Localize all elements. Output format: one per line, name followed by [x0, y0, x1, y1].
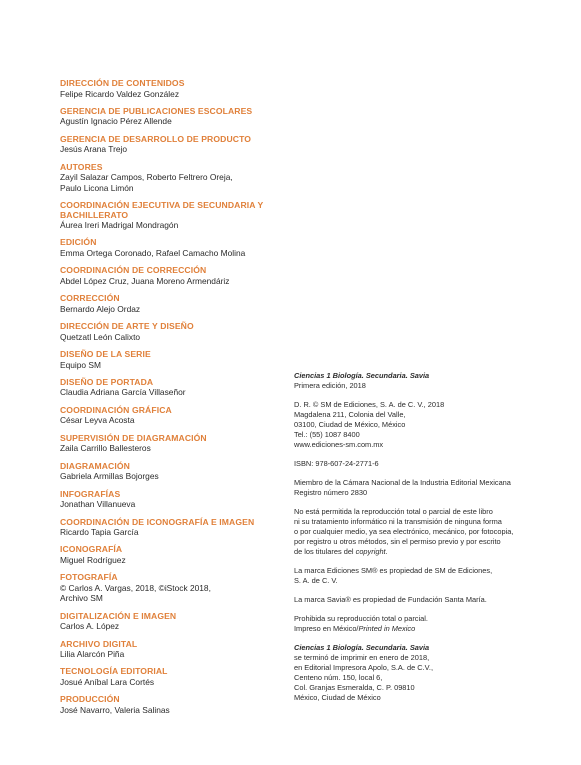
credit-block [60, 518, 275, 538]
credit-block [60, 545, 275, 565]
credit-title: ARCHIVO DIGITAL [60, 638, 138, 649]
credit-names: Claudia Adriana García Villaseñor [60, 387, 186, 398]
credit-names: Ricardo Tapia García [60, 527, 139, 537]
trademark-line: S. A. de C. V. [294, 576, 338, 585]
credit-title: DIRECCIÓN DE CONTENIDOS [60, 78, 185, 88]
prohibition-line [294, 547, 569, 557]
colophon-line: Centeno núm. 150, local 6, [294, 673, 383, 682]
edition-block [294, 371, 569, 391]
printed-in [294, 624, 569, 634]
camara-line: Miembro de la Cámara Nacional de la Industria Editorial Mexicana [294, 478, 511, 487]
credit-title: SUPERVISIÓN DE DIAGRAMACIÓN [60, 432, 207, 443]
credit-title: COORDINACIÓN DE ICONOGRAFÍA E IMAGEN [60, 516, 255, 527]
colophon-line: México, Ciudad de México [294, 693, 381, 702]
credit-block [60, 667, 275, 687]
prohibition-line: o por cualquier medio, ya sea electrónico, mecánico, por fotocopia, [294, 527, 514, 536]
isbn-block [294, 459, 569, 469]
website: www.ediciones-sm.com.mx [294, 440, 384, 449]
credit-title: GERENCIA DE PUBLICACIONES ESCOLARES [60, 105, 253, 116]
credit-title: COORDINACIÓN GRÁFICA [60, 404, 172, 415]
credit-block [60, 350, 275, 370]
trademark-savia-block [294, 595, 569, 605]
credit-names: Jonathan Villanueva [60, 499, 136, 510]
colophon-line: en Editorial Impresora Apolo, S.A. de C.V., [294, 663, 433, 672]
credit-title: ICONOGRAFÍA [60, 544, 123, 555]
credit-names: José Navarro, Valeria Salinas [60, 704, 170, 715]
credit-title: DIRECCIÓN DE ARTE Y DISEÑO [60, 321, 194, 332]
credit-names: Bernardo Alejo Ordaz [60, 303, 141, 314]
credit-names: Abdel López Cruz, Juana Moreno Armendáriz [60, 275, 230, 286]
credit-names: Emma Ortega Coronado, Rafael Camacho Molina [60, 247, 246, 258]
credit-block [60, 294, 275, 314]
credit-block [60, 322, 275, 342]
credit-block [60, 135, 275, 155]
trademark-line: La marca Savia® es propiedad de Fundación Santa María. [294, 595, 487, 604]
credit-names: Equipo SM [60, 359, 101, 370]
credit-block [60, 434, 275, 454]
colophon-line: Col. Granjas Esmeralda, C. P. 09810 [294, 683, 415, 692]
trademark-sm-block [294, 566, 569, 586]
credit-block [60, 238, 275, 258]
credit-title: PRODUCCIÓN [60, 694, 120, 705]
credit-block [60, 490, 275, 510]
credit-block [60, 163, 275, 193]
credit-title: INFOGRAFÍAS [60, 488, 121, 499]
address-line: D. R. © SM de Ediciones, S. A. de C. V., 2018 [294, 400, 445, 409]
colophon-line: se terminó de imprimir en enero de 2018, [294, 653, 430, 662]
prohibition-line: ni su tratamiento informático ni la transmisión de ninguna forma [294, 517, 502, 526]
credit-block [60, 406, 275, 426]
credit-names: Jesús Arana Trejo [60, 144, 128, 155]
credit-names: Lilia Alarcón Piña [60, 649, 125, 660]
credit-title: DISEÑO DE PORTADA [60, 376, 154, 387]
prohibition-line: por registro u otros métodos, sin el permiso previo y por escrito [294, 537, 501, 546]
trademark-line: La marca Ediciones SM® es propiedad de SM de Ediciones, [294, 566, 493, 575]
credit-block [60, 573, 275, 603]
address-line: 03100, Ciudad de México, México [294, 420, 406, 429]
credit-names: César Leyva Acosta [60, 415, 135, 426]
printed-in-english: Printed in Mexico [358, 624, 416, 633]
credit-names: Josué Aníbal Lara Cortés [60, 676, 155, 687]
credit-names: © Carlos A. Vargas, 2018, ©iStock 2018, [60, 582, 211, 593]
copyright-word: copyright [355, 547, 386, 556]
camara-line: Registro número 2830 [294, 488, 368, 497]
credit-names: Paulo Licona Limón [60, 182, 134, 193]
credit-title: TECNOLOGÍA EDITORIAL [60, 666, 168, 677]
prohibition-block [294, 507, 569, 557]
prohibition-text: de los titulares del [294, 547, 356, 556]
credits-list [60, 79, 275, 723]
credit-title: EDICIÓN [60, 237, 97, 248]
credit-names: Archivo SM [60, 593, 103, 604]
credit-title: DISEÑO DE LA SERIE [60, 349, 151, 360]
phone: Tel.: (55) 1087 8400 [294, 430, 360, 439]
credit-block [60, 378, 275, 398]
credit-block [60, 640, 275, 660]
credit-names: Miguel Rodríguez [60, 554, 126, 565]
credit-names: Gabriela Armillas Bojorges [60, 471, 159, 482]
credit-block [60, 462, 275, 482]
credit-block [60, 612, 275, 632]
credit-names: Zaila Carrillo Ballesteros [60, 443, 151, 454]
isbn: ISBN: 978-607-24-2771-6 [294, 459, 379, 468]
credit-title: COORDINACIÓN EJECUTIVA DE SECUNDARIA Y BACHILLERATO [60, 200, 264, 220]
address-line: Magdalena 211, Colonia del Valle, [294, 410, 406, 419]
credit-block [60, 266, 275, 286]
credit-names: Carlos A. López [60, 621, 120, 632]
credit-names: Quetzatl León Calixto [60, 331, 141, 342]
credit-title: FOTOGRAFÍA [60, 572, 118, 583]
reproduction-note: Prohibida su reproducción total o parcial. [294, 614, 428, 623]
credit-title: CORRECCIÓN [60, 293, 120, 304]
camara-block [294, 478, 569, 498]
credit-names: Agustín Ignacio Pérez Allende [60, 116, 172, 127]
credit-block [60, 695, 275, 715]
colophon-title: Ciencias 1 Biología. Secundaria. Savia [294, 643, 430, 652]
credit-block [60, 201, 275, 230]
prohibition-line: No está permitida la reproducción total o parcial de este libro [294, 507, 493, 516]
credit-title: DIGITALIZACIÓN E IMAGEN [60, 610, 177, 621]
book-title: Ciencias 1 Biología. Secundaria. Savia [294, 371, 430, 380]
printed-block [294, 614, 569, 634]
printed-in-text: Impreso en México/ [294, 624, 359, 633]
edition: Primera edición, 2018 [294, 381, 366, 390]
credit-title: GERENCIA DE DESARROLLO DE PRODUCTO [60, 133, 252, 144]
credit-names: Zayil Salazar Campos, Roberto Feltrero Oreja, [60, 172, 233, 183]
credit-title: DIAGRAMACIÓN [60, 460, 130, 471]
prohibition-end: . [385, 547, 388, 556]
credit-names: Felipe Ricardo Valdez González [60, 88, 180, 99]
credit-block [60, 107, 275, 127]
legal-notice [294, 371, 569, 712]
credit-block [60, 79, 275, 99]
credit-title: COORDINACIÓN DE CORRECCIÓN [60, 265, 207, 276]
address-block [294, 400, 569, 450]
credit-title: AUTORES [60, 161, 103, 172]
credit-names: Áurea Ireri Madrigal Mondragón [60, 220, 179, 231]
colophon-block [294, 643, 569, 703]
